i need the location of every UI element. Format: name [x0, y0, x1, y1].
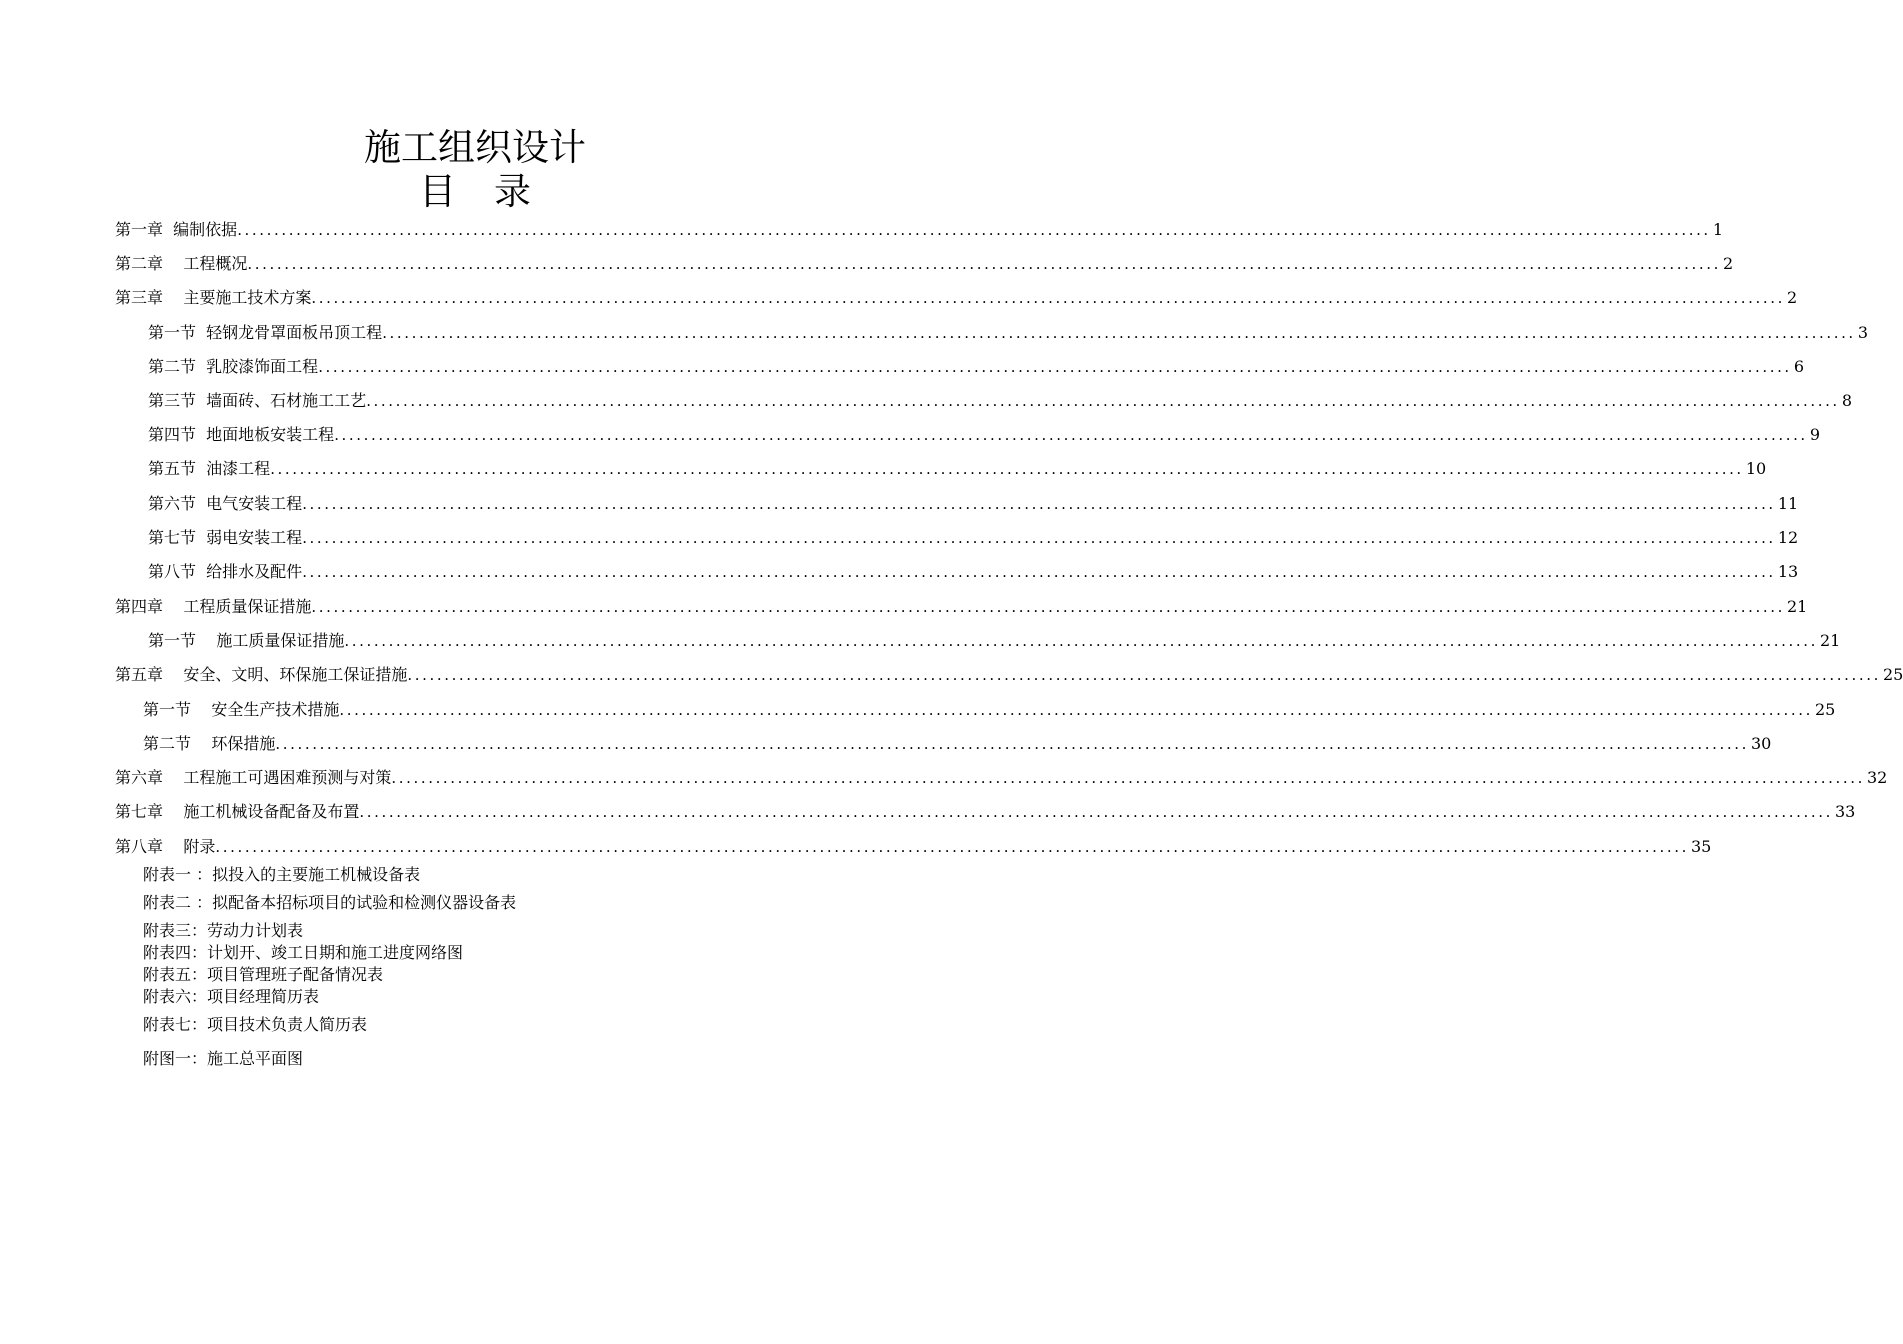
toc-entry-label: 第一章 编制依据	[115, 220, 238, 239]
toc-entry-label: 第三节 墙面砖、石材施工工艺	[148, 391, 367, 410]
toc-dot-leader: ........................................................................................................................................................................................................	[237, 221, 1711, 239]
toc-entry[interactable]	[115, 664, 1903, 686]
toc-page-number: 2	[1722, 254, 1734, 273]
toc-entry-label: 第六节 电气安装工程	[148, 494, 303, 513]
toc-page-number: 21	[1786, 597, 1808, 616]
toc-entry-label: 第四节 地面地板安装工程	[148, 425, 335, 444]
toc-entry[interactable]	[148, 493, 1799, 515]
toc-entry[interactable]	[148, 561, 1799, 583]
toc-dot-leader: ........................................................................................................................................................................................................	[270, 460, 1744, 478]
toc-dot-leader: ........................................................................................................................................................................................................	[311, 289, 1785, 307]
toc-entry-label: 第七章 施工机械设备配备及布置	[115, 802, 360, 821]
toc-heading: 目录	[419, 170, 569, 213]
toc-entry-label: 第一节 轻钢龙骨罩面板吊顶工程	[148, 323, 383, 342]
toc-dot-leader: ........................................................................................................................................................................................................	[366, 392, 1840, 410]
toc-dot-leader: ........................................................................................................................................................................................................	[339, 701, 1813, 719]
toc-entry-label: 第八章 附录	[115, 837, 216, 856]
toc-page-number: 32	[1866, 768, 1888, 787]
toc-entry[interactable]	[148, 630, 1841, 652]
toc-dot-leader: ........................................................................................................................................................................................................	[215, 838, 1689, 856]
toc-entry[interactable]	[148, 424, 1820, 446]
document-title: 施工组织设计	[364, 126, 586, 169]
toc-dot-leader: ........................................................................................................................................................................................................	[359, 803, 1833, 821]
toc-entry-label: 第七节 弱电安装工程	[148, 528, 303, 547]
toc-page-number: 35	[1690, 837, 1712, 856]
toc-dot-leader: ........................................................................................................................................................................................................	[318, 358, 1792, 376]
appendix-item[interactable]: 附图一：施工总平面图	[143, 1049, 304, 1068]
toc-page-number: 9	[1809, 425, 1820, 444]
toc-dot-leader: ........................................................................................................................................................................................................	[302, 563, 1776, 581]
toc-dot-leader: ........................................................................................................................................................................................................	[247, 255, 1721, 273]
toc-entry[interactable]	[115, 596, 1808, 618]
toc-dot-leader: ........................................................................................................................................................................................................	[311, 598, 1785, 616]
toc-page-number: 21	[1819, 631, 1841, 650]
toc-entry[interactable]	[115, 219, 1723, 241]
toc-page-number: 25	[1814, 700, 1836, 719]
toc-entry[interactable]	[115, 767, 1888, 789]
appendix-item[interactable]: 附表六：项目经理简历表	[143, 987, 320, 1006]
toc-entry-label: 第三章 主要施工技术方案	[115, 288, 312, 307]
toc-dot-leader: ........................................................................................................................................................................................................	[302, 529, 1776, 547]
toc-entry-label: 第六章 工程施工可遇困难预测与对策	[115, 768, 392, 787]
toc-entry-label: 第二节 乳胶漆饰面工程	[148, 357, 319, 376]
appendix-item[interactable]: 附表五：项目管理班子配备情况表	[143, 965, 384, 984]
toc-dot-leader: ........................................................................................................................................................................................................	[344, 632, 1818, 650]
toc-entry[interactable]	[143, 699, 1836, 721]
toc-entry[interactable]	[115, 253, 1734, 275]
toc-entry-label: 第五章 安全、文明、环保施工保证措施	[115, 665, 408, 684]
toc-dot-leader: ........................................................................................................................................................................................................	[382, 324, 1856, 342]
toc-entry-label: 第一节 安全生产技术措施	[143, 700, 340, 719]
toc-entry[interactable]	[115, 801, 1856, 823]
toc-entry-label: 第四章 工程质量保证措施	[115, 597, 312, 616]
toc-entry[interactable]	[148, 390, 1852, 412]
toc-page-number: 3	[1857, 323, 1868, 342]
toc-entry-label: 第二章 工程概况	[115, 254, 248, 273]
toc-entry[interactable]	[148, 458, 1767, 480]
toc-page-number: 2	[1786, 288, 1798, 307]
toc-entry-label: 第五节 油漆工程	[148, 459, 271, 478]
toc-dot-leader: ........................................................................................................................................................................................................	[391, 769, 1865, 787]
toc-page-number: 10	[1745, 459, 1767, 478]
toc-page-number: 13	[1777, 562, 1799, 581]
toc-entry[interactable]	[148, 527, 1799, 549]
toc-page-number: 1	[1712, 220, 1723, 239]
appendix-item[interactable]: 附表七：项目技术负责人简历表	[143, 1015, 368, 1034]
toc-page-number: 11	[1777, 494, 1799, 513]
toc-page-number: 6	[1793, 357, 1804, 376]
toc-page-number: 30	[1750, 734, 1772, 753]
toc-page-number: 12	[1777, 528, 1799, 547]
toc-entry-label: 第一节 施工质量保证措施	[148, 631, 345, 650]
toc-page-number: 33	[1834, 802, 1856, 821]
appendix-item[interactable]: 附表四：计划开、竣工日期和施工进度网络图	[143, 943, 464, 962]
toc-dot-leader: ........................................................................................................................................................................................................	[407, 666, 1881, 684]
toc-entry[interactable]	[148, 322, 1868, 344]
toc-entry-label: 第二节 环保措施	[143, 734, 276, 753]
appendix-item[interactable]: 附表二 ：拟配备本招标项目的试验和检测仪器设备表	[143, 893, 517, 912]
toc-entry-label: 第八节 给排水及配件	[148, 562, 303, 581]
toc-dot-leader: ........................................................................................................................................................................................................	[302, 495, 1776, 513]
toc-page-number: 25	[1882, 665, 1903, 684]
toc-entry[interactable]	[143, 733, 1772, 755]
appendix-item[interactable]: 附表三：劳动力计划表	[143, 921, 304, 940]
toc-dot-leader: ........................................................................................................................................................................................................	[275, 735, 1749, 753]
toc-page-number: 8	[1841, 391, 1852, 410]
toc-entry[interactable]	[115, 836, 1712, 858]
appendix-item[interactable]: 附表一 ：拟投入的主要施工机械设备表	[143, 865, 421, 884]
toc-entry[interactable]	[115, 287, 1798, 309]
toc-entry[interactable]	[148, 356, 1804, 378]
toc-dot-leader: ........................................................................................................................................................................................................	[334, 426, 1808, 444]
